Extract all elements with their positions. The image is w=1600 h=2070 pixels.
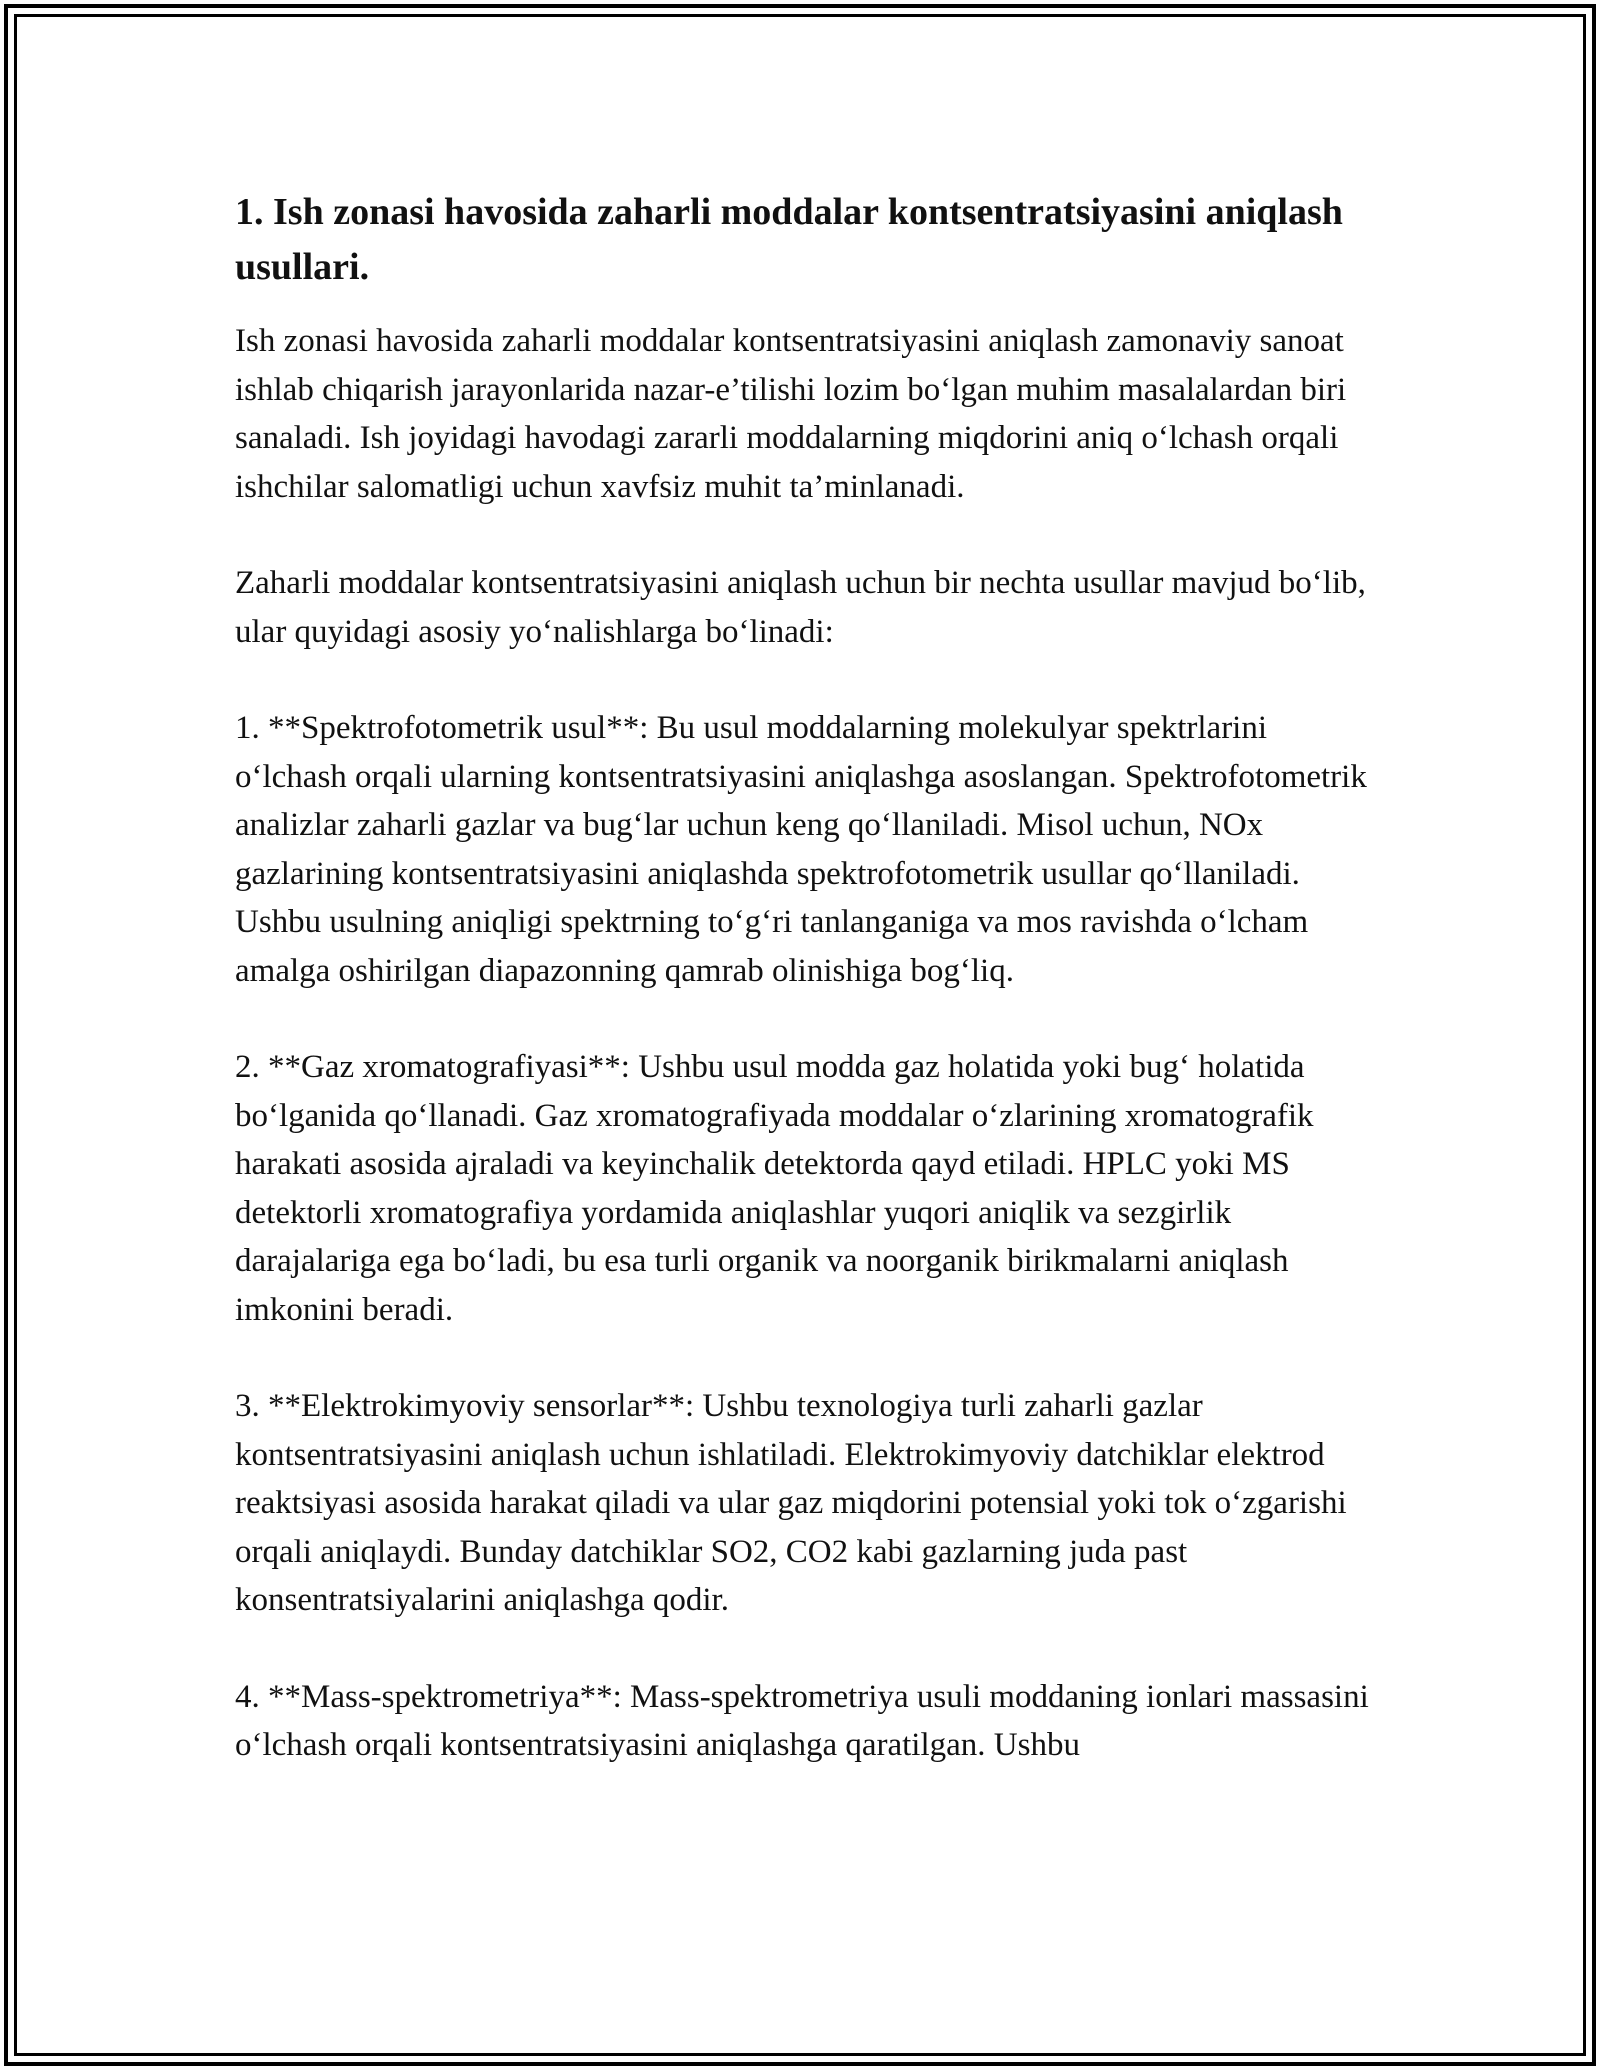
- paragraph-gas-chromatography: 2. **Gaz xromatografiyasi**: Ushbu usul modda gaz holatida yoki bug‘ holatida bo‘lganida qo‘llanadi. Gaz xromatografiyada moddalar o‘zlarining xromatografik harakati asosida ajraladi va keyinchalik detektorda qayd etiladi. HPLC yoki MS detektorli xromatografiya yordamida aniqlashlar yuqori aniqlik va sezgirlik darajalariga ega bo‘ladi, bu esa turli organik va noorganik birikmalarni aniqlash imkonini beradi.: [235, 1049, 1314, 1328]
- paragraph-methods-overview: Zaharli moddalar kontsentratsiyasini aniqlash uchun bir nechta usullar mavjud bo‘lib, ular quyidagi asosiy yo‘nalishlarga bo‘linadi:: [235, 565, 1366, 650]
- paragraph-mass-spectrometry: 4. **Mass-spektrometriya**: Mass-spektrometriya usuli moddaning ionlari massasini o‘lchash orqali kontsentratsiyasini aniqlashga qaratilgan. Ushbu: [235, 1678, 1369, 1763]
- paragraph-intro: Ish zonasi havosida zaharli moddalar kontsentratsiyasini aniqlash zamonaviy sanoat ishlab chiqarish jarayonlarida nazar-e’tilishi lozim bo‘lgan muhim masalalardan biri sanaladi. Ish joyidagi havodagi zararli moddalarning miqdorini aniq o‘lchash orqali ishchilar salomatligi uchun xavfsiz muhit ta’minlanadi.: [235, 323, 1347, 505]
- paragraph-spectrophotometric: 1. **Spektrofotometrik usul**: Bu usul moddalarning molekulyar spektrlarini o‘lchash orqali ularning kontsentratsiyasini aniqlashga asoslangan. Spektrofotometrik analizlar zaharli gazlar va bug‘lar uchun keng qo‘llaniladi. Misol uchun, NOx gazlarining kontsentratsiyasini aniqlashda spektrofotometrik usullar qo‘llaniladi. Ushbu usulning aniqligi spektrning to‘g‘ri tanlanganiga va mos ravishda o‘lcham amalga oshirilgan diapazonning qamrab olinishiga bog‘liq.: [235, 710, 1367, 989]
- paragraph-electrochemical-sensors: 3. **Elektrokimyoviy sensorlar**: Ushbu texnologiya turli zaharli gazlar kontsentratsiyasini aniqlash uchun ishlatiladi. Elektrokimyoviy datchiklar elektrod reaktsiyasi asosida harakat qiladi va ular gaz miqdorini potensial yoki tok o‘zgarishi orqali aniqlaydi. Bunday datchiklar SO2, CO2 kabi gazlarning juda past konsentratsiyalarini aniqlashga qodir.: [235, 1388, 1347, 1618]
- document-body: [235, 185, 1375, 1818]
- section-title: 1. Ish zonasi havosida zaharli moddalar kontsentratsiyasini aniqlash usullari.: [235, 191, 1343, 288]
